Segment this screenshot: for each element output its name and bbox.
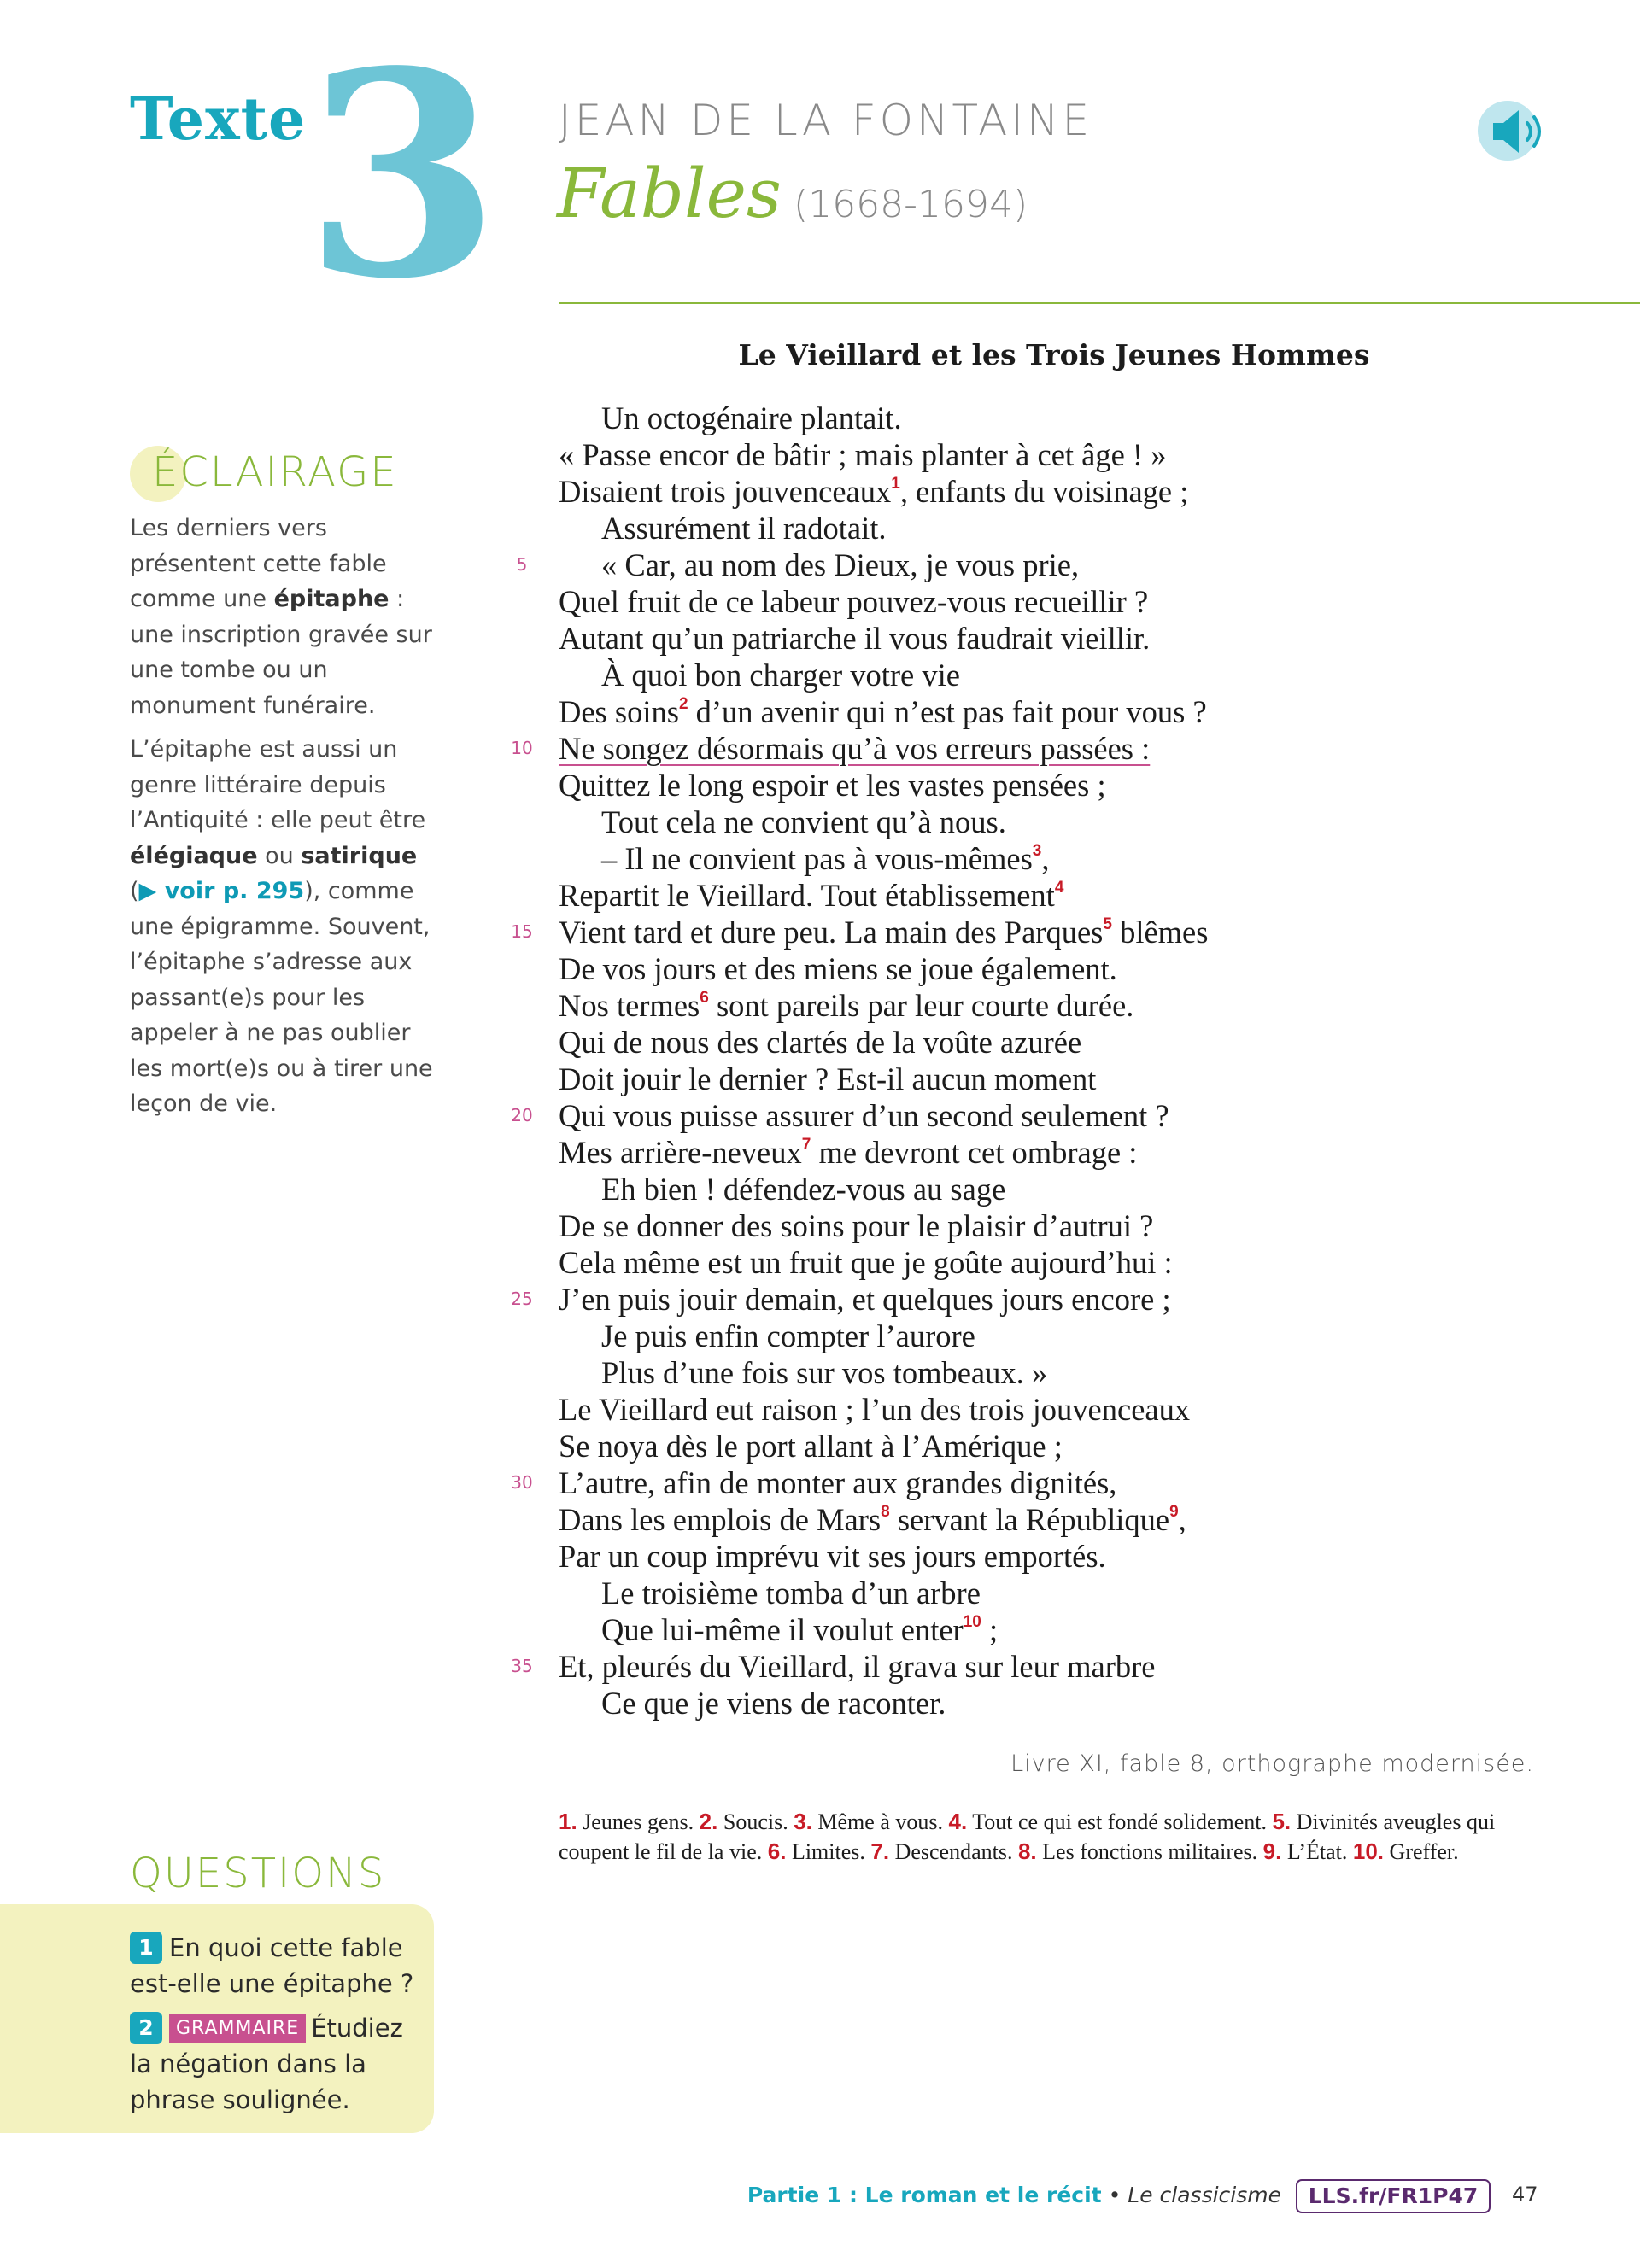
verse-line: Le troisième tomba d’un arbre	[601, 1575, 981, 1610]
footer-subsection: Le classicisme	[1128, 2183, 1281, 2207]
question-2	[130, 2010, 425, 2118]
work-dates: (1668-1694)	[793, 183, 1028, 226]
texte-number: 3	[304, 9, 501, 341]
source-citation: Livre XI, fable 8, orthographe modernisée.	[1010, 1751, 1534, 1777]
eclairage-text: (	[130, 878, 139, 904]
question-number-badge: 1	[130, 1932, 162, 1964]
footnote-marker[interactable]: 9	[1169, 1503, 1179, 1521]
footer-part-title: Partie 1 : Le roman et le récit	[747, 2183, 1102, 2207]
verse-line: Plus d’une fois sur vos tombeaux. »	[601, 1355, 1048, 1390]
verse-line: Que lui-même il voulut enter$^{10}$ ;	[601, 1612, 999, 1647]
eclairage-text: : une inscription gravée sur une tombe ou un monument funéraire.	[130, 586, 432, 719]
verse-line-underlined: Ne songez désormais qu’à vos erreurs passées :	[559, 731, 1151, 766]
footnote-marker[interactable]: 5	[1103, 915, 1112, 933]
footer-breadcrumb	[747, 2183, 1281, 2207]
verse-line: Ce que je viens de raconter.	[601, 1686, 946, 1721]
verse-line: Se noya dès le port allant à l’Amérique ;	[559, 1429, 1063, 1464]
verse-line: Autant qu’un patriarche il vous faudrait vieillir.	[559, 621, 1151, 656]
footnote-marker[interactable]: 10	[963, 1613, 981, 1631]
work-title-text: Fables	[557, 154, 782, 233]
verse-line: « Car, au nom des Dieux, je vous prie,	[601, 547, 1080, 582]
footnote-number: 6.	[767, 1838, 787, 1864]
audio-button[interactable]	[1478, 101, 1556, 161]
question-number-badge: 2	[130, 2012, 162, 2044]
footnote-text: Jeunes gens.	[577, 1809, 700, 1834]
verse-line: Vient tard et dure peu. La main des Parques$^5$ blêmes	[559, 915, 1209, 950]
verse-line: Nos termes$^6$ sont pareils par leur courte durée.	[559, 988, 1134, 1023]
line-number: 15	[511, 921, 533, 942]
speaker-icon	[1490, 108, 1556, 155]
grammaire-tag: GRAMMAIRE	[169, 2014, 306, 2043]
eclairage-text: ou	[257, 842, 302, 869]
footer-separator: •	[1101, 2183, 1128, 2207]
line-number: 10	[511, 738, 533, 758]
verse-line: Mes arrière-neveux$^7$ me devront cet ombrage :	[559, 1135, 1138, 1170]
author-name: JEAN DE LA FONTAINE	[559, 96, 1093, 145]
verse-line: Cela même est un fruit que je goûte aujourd’hui :	[559, 1245, 1173, 1280]
line-number: 20	[511, 1105, 533, 1125]
footnote-number: 4.	[948, 1809, 968, 1834]
verse-line: Dans les emplois de Mars$^8$ servant la République$^9$,	[559, 1502, 1186, 1537]
eclairage-bold-term: épitaphe	[273, 586, 390, 612]
footnote-text: Limites.	[786, 1839, 871, 1864]
footnote-text: L’État.	[1281, 1839, 1353, 1864]
footnote-number: 9.	[1262, 1838, 1282, 1864]
eclairage-text: ), comme une épigramme. Souvent, l’épitaphe s’adresse aux passant(e)s pour les appeler à ne pas oublier les mort(e)s ou à tirer une leçon de vie.	[130, 878, 433, 1117]
question-1	[130, 1930, 425, 2002]
footnote-text: Même à vous.	[811, 1809, 949, 1834]
eclairage-body	[130, 511, 446, 1131]
verse-line: « Passe encor de bâtir ; mais planter à cet âge ! »	[559, 437, 1167, 472]
verse-line: Tout cela ne convient qu’à nous.	[601, 804, 1006, 839]
footnote-number: 10.	[1352, 1838, 1385, 1864]
footnote-marker[interactable]: 8	[881, 1503, 890, 1521]
footnote-number: 1.	[559, 1809, 577, 1834]
footnote-text: Soucis.	[718, 1809, 794, 1834]
footnote-text: Les fonctions militaires.	[1036, 1839, 1263, 1864]
verse-line: Eh bien ! défendez-vous au sage	[601, 1172, 1006, 1207]
verse-line: L’autre, afin de monter aux grandes dignités,	[559, 1465, 1117, 1500]
verse-line: Je puis enfin compter l’aurore	[601, 1318, 975, 1353]
verse-line: Des soins$^2$ d’un avenir qui n’est pas fait pour vous ?	[559, 694, 1207, 729]
footnote-number: 5.	[1272, 1809, 1292, 1834]
eclairage-text: L’épitaphe est aussi un genre littéraire depuis l’Antiquité : elle peut être	[130, 736, 426, 833]
verse-line: De vos jours et des miens se joue également.	[559, 951, 1117, 986]
footnote-marker[interactable]: 4	[1054, 879, 1064, 897]
footnote-text: Divinités aveugles qui coupent le fil de la vie.	[559, 1809, 1496, 1864]
verse-line: À quoi bon charger votre vie	[601, 658, 960, 693]
poem-title: Le Vieillard et les Trois Jeunes Hommes	[738, 338, 1370, 371]
verse-line: De se donner des soins pour le plaisir d’autrui ?	[559, 1208, 1154, 1243]
page-reference-link[interactable]: ▶ voir p. 295	[138, 878, 305, 904]
footnote-text: Greffer.	[1384, 1839, 1459, 1864]
work-title	[557, 154, 1028, 233]
eclairage-paragraph-2	[130, 732, 446, 1122]
eclairage-bold-term: élégiaque	[130, 842, 258, 869]
verse-line: Doit jouir le dernier ? Est-il aucun moment	[559, 1061, 1097, 1096]
verse-line: Un octogénaire plantait.	[601, 400, 902, 435]
verse-line: Qui vous puisse assurer d’un second seulement ?	[559, 1098, 1169, 1133]
verse-line: J’en puis jouir demain, et quelques jours encore ;	[559, 1282, 1171, 1317]
verse-line: Par un coup imprévu vit ses jours emportés.	[559, 1539, 1106, 1574]
footer-resource-link[interactable]: LLS.fr/FR1P47	[1296, 2179, 1491, 2213]
eclairage-text: Les derniers vers présentent cette fable comme une	[130, 515, 387, 612]
footnotes	[559, 1807, 1534, 1867]
footnote-marker[interactable]: 7	[801, 1136, 811, 1154]
page-number: 47	[1512, 2183, 1538, 2207]
header-divider	[559, 302, 1640, 304]
verse-line: Qui de nous des clartés de la voûte azurée	[559, 1025, 1082, 1060]
questions-heading: QUESTIONS	[130, 1850, 386, 1897]
question-text: En quoi cette fable est-elle une épitaphe ?	[130, 1933, 414, 1998]
question-text: Étudiez la négation dans la phrase soulignée.	[130, 2014, 403, 2114]
verse-line: Le Vieillard eut raison ; l’un des trois jouvenceaux	[559, 1392, 1191, 1427]
footnote-number: 7.	[870, 1838, 890, 1864]
line-number: 35	[511, 1656, 533, 1676]
footnote-marker[interactable]: 3	[1032, 842, 1042, 860]
eclairage-heading: ÉCLAIRAGE	[152, 448, 398, 496]
footnote-number: 2.	[699, 1809, 718, 1834]
line-number: 5	[516, 554, 528, 575]
texte-label: Texte	[130, 85, 307, 154]
footnote-text: Descendants.	[889, 1839, 1018, 1864]
verse-line: Assurément il radotait.	[601, 511, 887, 546]
line-number: 25	[511, 1289, 533, 1309]
footnote-number: 3.	[794, 1809, 812, 1834]
eclairage-bold-term: satirique	[301, 842, 418, 869]
verse-line: Quel fruit de ce labeur pouvez-vous recueillir ?	[559, 584, 1149, 619]
footnote-marker[interactable]: 2	[678, 695, 688, 713]
footnote-text: Tout ce qui est fondé solidement.	[967, 1809, 1273, 1834]
verse-line: Et, pleurés du Vieillard, il grava sur leur marbre	[559, 1649, 1156, 1684]
page-footer	[0, 2179, 1640, 2213]
verse-line: – Il ne convient pas à vous-mêmes$^3$,	[601, 841, 1050, 876]
verse-line: Repartit le Vieillard. Tout établissement$^4$	[559, 878, 1064, 913]
eclairage-paragraph-1	[130, 511, 446, 723]
footnote-marker[interactable]: 1	[891, 475, 900, 493]
line-number: 30	[511, 1472, 533, 1493]
verse-line: Quittez le long espoir et les vastes pensées ;	[559, 768, 1106, 803]
footnote-number: 8.	[1017, 1838, 1037, 1864]
verse-line: Disaient trois jouvenceaux$^1$, enfants du voisinage ;	[559, 474, 1189, 509]
footnote-marker[interactable]: 6	[700, 989, 709, 1007]
